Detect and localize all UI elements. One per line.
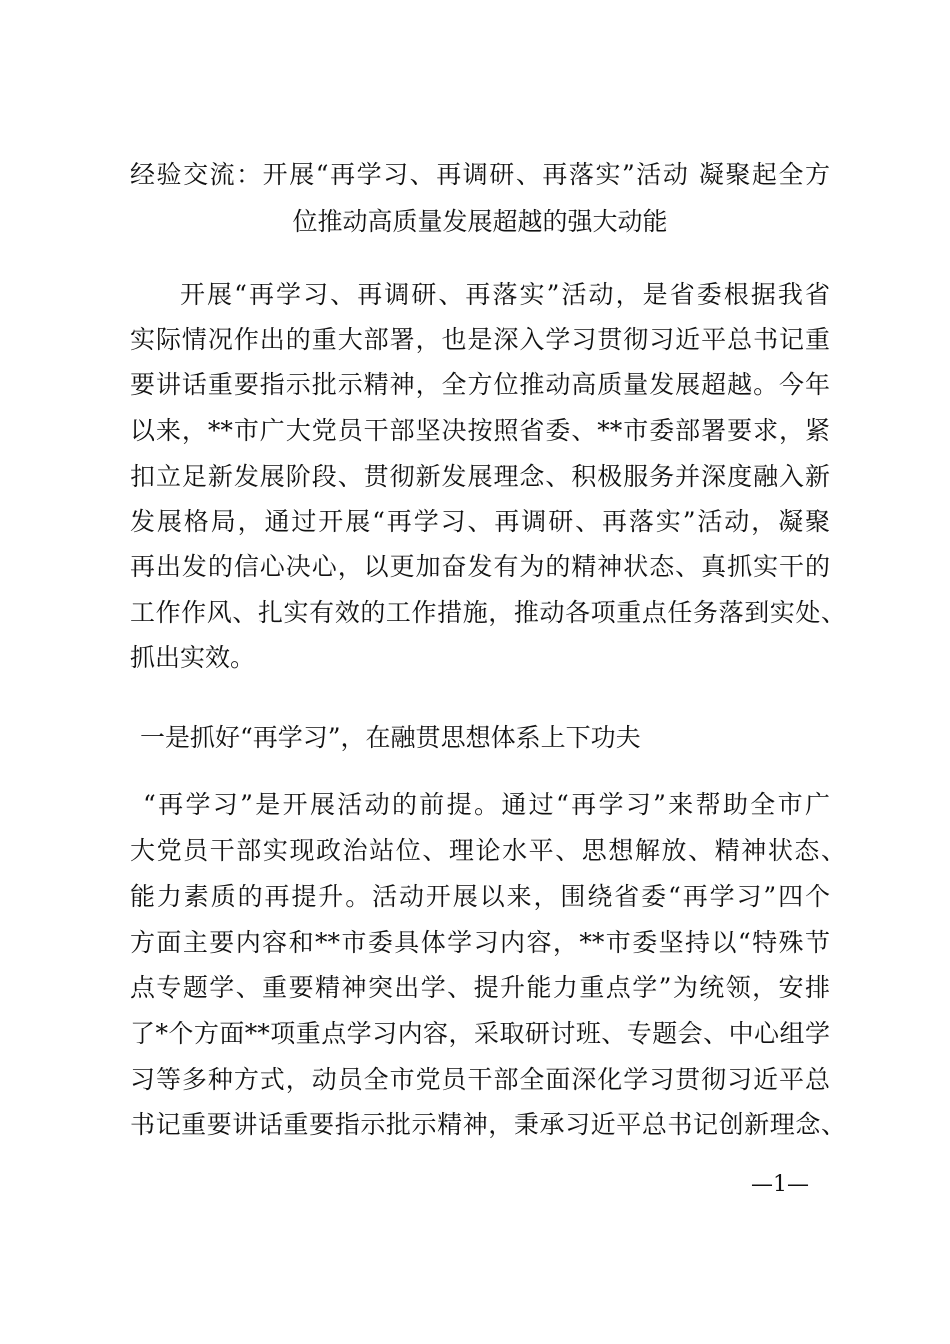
section-line: 了*个方面**项重点学习内容，采取研讨班、专题会、中心组学 (130, 1019, 830, 1048)
section-line: 能力素质的再提升。活动开展以来，围绕省委“再学习”四个 (130, 882, 830, 911)
doc-title-line-2: 位推动高质量发展超越的强大动能 (292, 207, 668, 236)
intro-line: 工作作风、扎实有效的工作措施，推动各项重点任务落到实处、 (130, 598, 846, 627)
intro-line: 开展“再学习、再调研、再落实”活动，是省委根据我省 (180, 280, 830, 309)
section-line: 习等多种方式，动员全市党员干部全面深化学习贯彻习近平总 (130, 1065, 830, 1094)
section-line: “再学习”是开展活动的前提。通过“再学习”来帮助全市广 (143, 790, 830, 819)
intro-line: 要讲话重要指示批示精神，全方位推动高质量发展超越。今年 (130, 370, 830, 399)
intro-line: 发展格局，通过开展“再学习、再调研、再落实”活动，凝聚 (130, 507, 830, 536)
intro-line: 实际情况作出的重大部署，也是深入学习贯彻习近平总书记重 (130, 325, 830, 354)
section-line: 大党员干部实现政治站位、理论水平、思想解放、精神状态、 (130, 836, 846, 865)
intro-line: 再出发的信心决心，以更加奋发有为的精神状态、真抓实干的 (130, 552, 830, 581)
section-line: 方面主要内容和**市委具体学习内容，**市委坚持以“特殊节 (130, 928, 830, 957)
section-line: 点专题学、重要精神突出学、提升能力重点学”为统领，安排 (130, 973, 830, 1002)
page-number: —1— (751, 1172, 809, 1197)
doc-title-line-1: 经验交流：开展“再学习、再调研、再落实”活动 凝聚起全方 (130, 160, 830, 189)
intro-line: 以来，**市广大党员干部坚决按照省委、**市委部署要求，紧 (130, 416, 830, 445)
intro-line: 扣立足新发展阶段、贯彻新发展理念、积极服务并深度融入新 (130, 462, 830, 491)
section-line: 书记重要讲话重要指示批示精神，秉承习近平总书记创新理念、 (130, 1110, 846, 1139)
section-heading: 一是抓好“再学习”，在融贯思想体系上下功夫 (140, 723, 641, 752)
intro-line: 抓出实效。 (130, 643, 256, 672)
